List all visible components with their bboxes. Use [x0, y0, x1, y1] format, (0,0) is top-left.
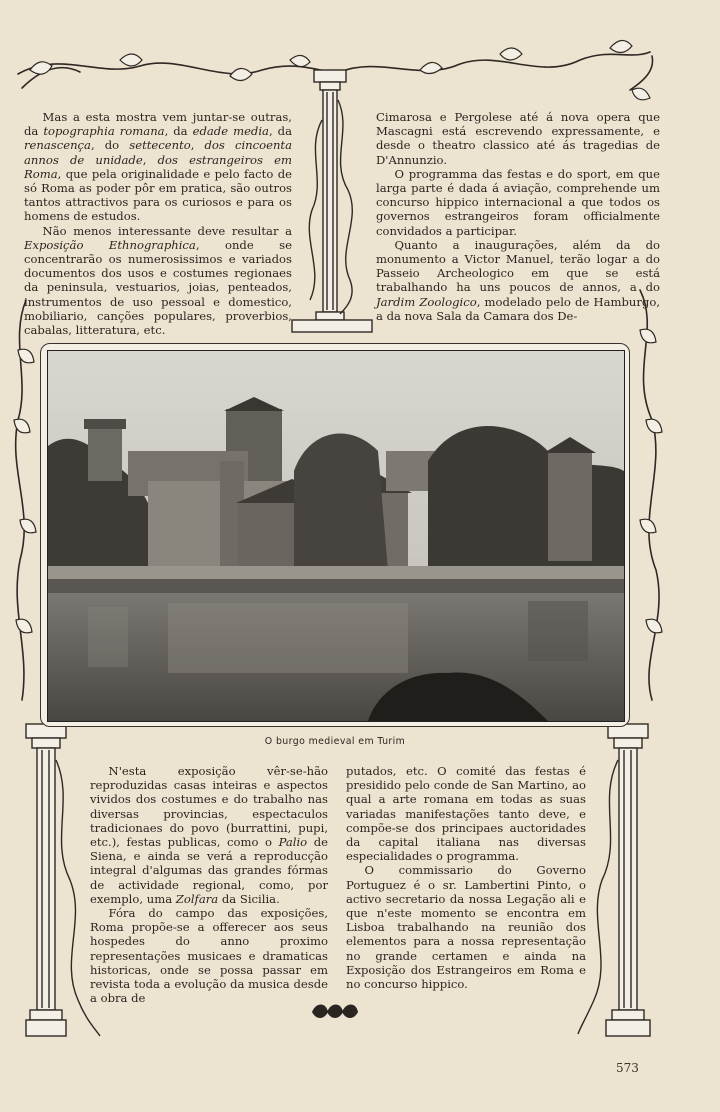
paragraph: Não menos interessante deve resultar a Exposição Ethnographica, onde se concentrarão os numerosissimos e variados documentos dos usos e costumes regionaes da peninsula, vestuarios, joias, penteados, instrumentos de uso pessoal e domestico, mobiliario, canções populares, proverbios, cabalas, litteratura, etc.	[24, 223, 292, 338]
paragraph: putados, etc. O comité das festas é presidido pelo conde de San Martino, ao qual a arte romana em todas as suas variadas manifestações tanto deve, e compõe-se dos principaes auctoridades da capital italiana nas diversas especialidades o programma.	[346, 764, 586, 864]
paragraph: Quanto a inaugurações, além da do monumento a Victor Manuel, terão logar a do Passeio Archeologico em que se está trabalhando ha uns poucos de annos, a do Jardim Zoologico, modelado pelo de Hamburgo, a da nova Sala da Camara dos De-	[376, 237, 661, 323]
text-column-top-left	[24, 110, 292, 337]
text-column-bottom-left	[90, 764, 328, 1005]
paragraph: Cimarosa e Pergolese até á nova opera que Mascagni está escrevendo expressamente, e desde o theatro classico até ás tragedias de D'Annunzio.	[376, 110, 660, 167]
castle-river-illustration	[48, 351, 624, 721]
paragraph: O programma das festas e do sport, em que larga parte é dada á aviação, comprehende um concurso hippico internacional a que todos os governos estrangeiros foram officialmente convidados a participar.	[376, 166, 660, 238]
tailpiece-ornament-icon	[308, 1000, 362, 1024]
photo-medieval-village-turin	[47, 350, 625, 722]
paragraph: N'esta exposição vêr-se-hão reproduzidas casas inteiras e aspectos vividos dos costumes e do trabalho nas diversas provincias, espectaculos tradicionaes do povo (burrattini, pupi, etc.), festas publicas, como o Palio de Siena, e ainda se verá a reproducção integral d'algumas das grandes fórmas de actividade regional, como, por exemplo, uma Zolfara da Sicilia.	[90, 764, 329, 906]
paragraph: Mas a esta mostra vem juntar-se outras, da topographia romana, da edade media, da renascença, do settecento, dos cincoenta annos de unidade, dos estrangeiros em Roma, que pela originalidade e pelo facto de só Roma as poder pôr em pratica, são outros tantos attractivos para os curiosos e para os homens de estudos.	[24, 110, 293, 224]
text-column-bottom-right	[346, 764, 586, 991]
text-column-top-right	[376, 110, 660, 323]
paragraph: O commissario do Governo Portuguez é o sr. Lambertini Pinto, o activo secretario da nossa Legação ali e que n'este momento se encontra em Lisboa trabalhando na reunião dos elementos para a nossa representação no grande certamen e ainda na Exposição dos Estrangeiros em Roma e no concurso hippico.	[346, 863, 586, 992]
photo-caption: O burgo medieval em Turim	[264, 736, 406, 747]
page-number: 573	[616, 1061, 639, 1075]
paragraph: Fóra do campo das exposições, Roma propõe-se a offerecer aos seus hospedes do anno proximo representações musicaes e dramaticas historicas, onde se possa passar em revista toda a evolução da musica desde a obra de	[90, 906, 328, 1006]
